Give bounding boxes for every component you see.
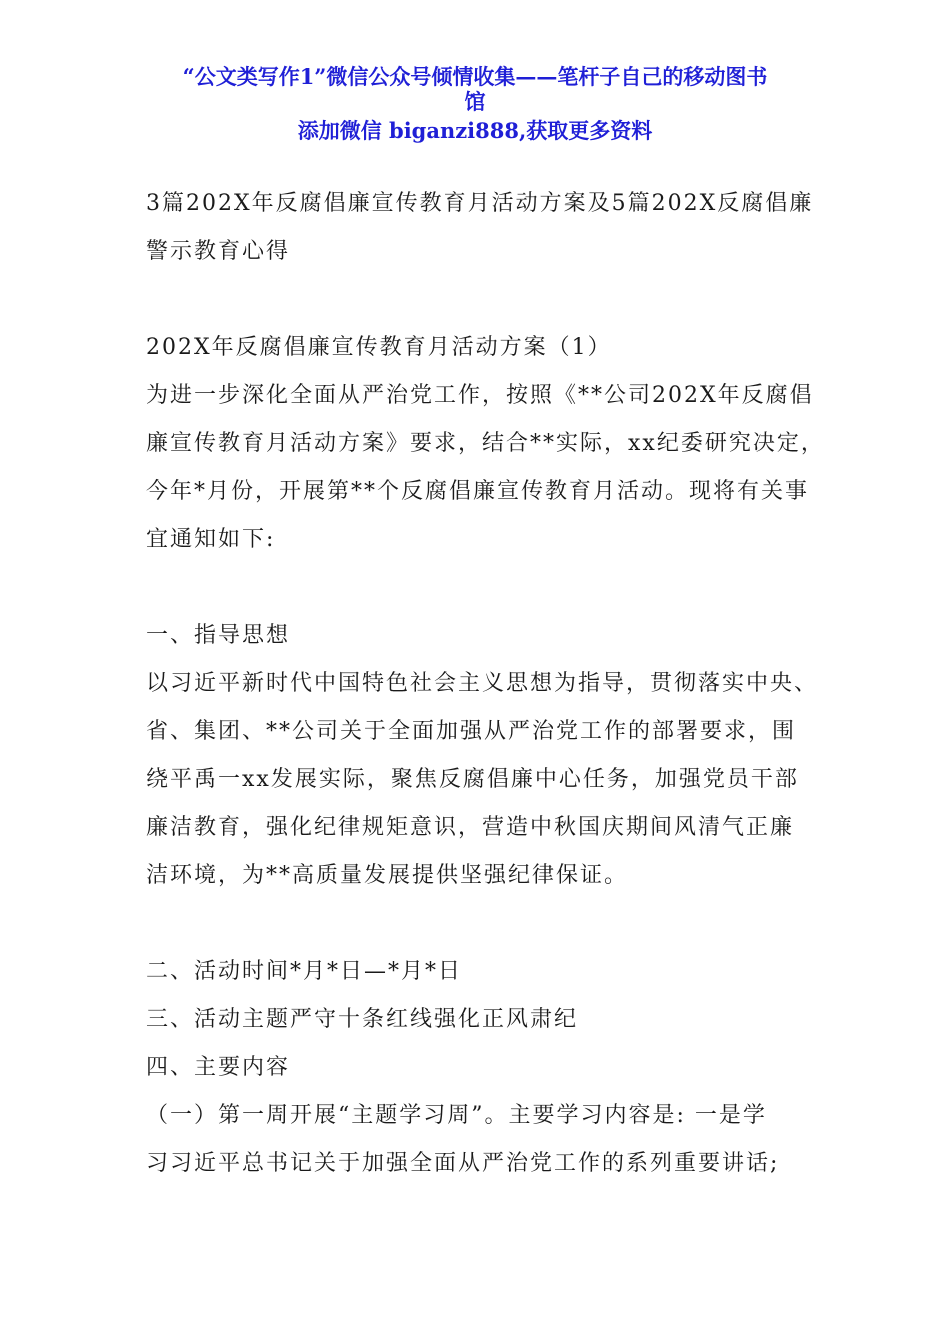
paragraph-gap — [146, 276, 826, 324]
section-heading: 二、活动时间*月*日—*月*日 — [146, 959, 463, 984]
body-line: 绕平禹一xx发展实际，聚焦反腐倡廉中心任务，加强党员干部 — [146, 767, 799, 792]
promo-header-line: 馆 — [464, 89, 486, 114]
promo-header-contact: 添加微信 biganzi888,获取更多资料 — [297, 118, 653, 143]
body-line: （一）第一周开展“主题学习周”。主要学习内容是: 一是学 — [146, 1103, 767, 1128]
body-line: 以习近平新时代中国特色社会主义思想为指导，贯彻落实中央、 — [146, 671, 819, 696]
section-heading: 三、活动主题严守十条红线强化正风肃纪 — [146, 1007, 579, 1032]
body-line: 廉洁教育，强化纪律规矩意识，营造中秋国庆期间风清气正廉 — [146, 815, 795, 840]
paragraph-gap — [146, 564, 826, 612]
section-heading: 一、指导思想 — [146, 623, 291, 648]
document-title: 3篇202X年反腐倡廉宣传教育月活动方案及5篇202X反腐倡廉 — [146, 191, 814, 216]
body-line: 宜通知如下: — [146, 527, 276, 552]
body-line: 今年*月份，开展第**个反腐倡廉宣传教育月活动。现将有关事 — [146, 479, 810, 504]
document-body — [146, 180, 826, 1188]
body-line: 洁环境，为**高质量发展提供坚强纪律保证。 — [146, 863, 629, 888]
body-line: 为进一步深化全面从严治党工作，按照《**公司202X年反腐倡 — [146, 383, 814, 408]
promo-header-line: “公文类写作1”微信公众号倾情收集——笔杆子自己的移动图书 — [182, 64, 768, 89]
paragraph-gap — [146, 900, 826, 948]
section-title: 202X年反腐倡廉宣传教育月活动方案（1） — [146, 335, 612, 360]
promo-header — [0, 64, 950, 143]
body-line: 习习近平总书记关于加强全面从严治党工作的系列重要讲话; — [146, 1151, 780, 1176]
body-line: 省、集团、**公司关于全面加强从严治党工作的部署要求，围 — [146, 719, 797, 744]
body-line: 廉宣传教育月活动方案》要求，结合**实际，xx纪委研究决定， — [146, 431, 825, 456]
section-heading: 四、主要内容 — [146, 1055, 291, 1080]
document-title: 警示教育心得 — [146, 239, 291, 264]
